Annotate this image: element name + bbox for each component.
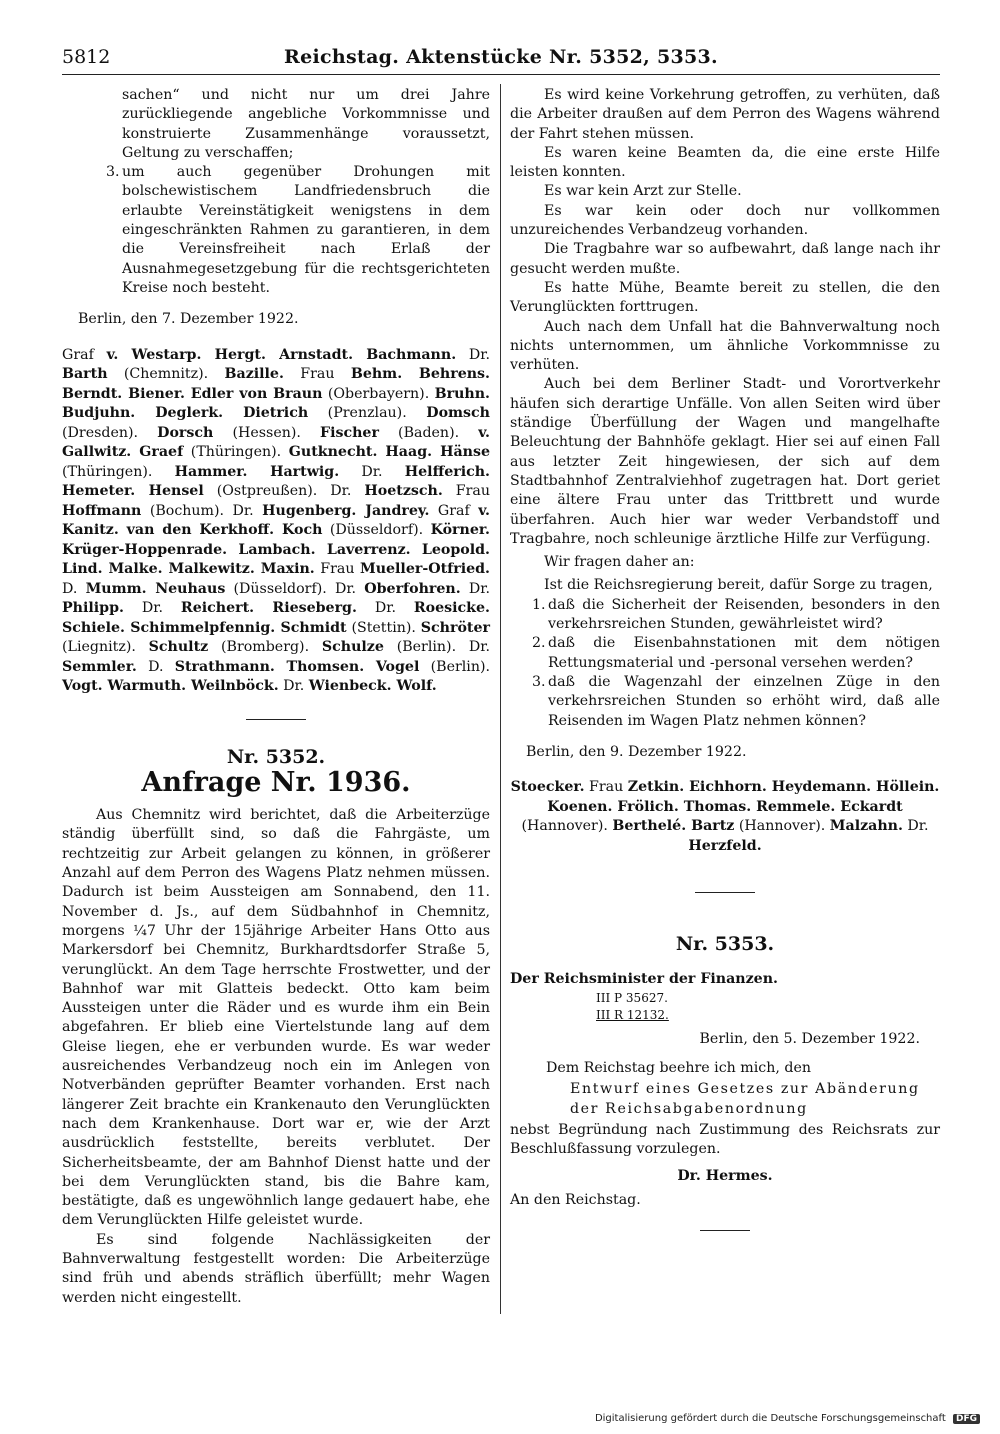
question-1	[510, 596, 940, 635]
finding-4: Es war kein oder doch nur vollkommen unzureichendes Verbandzeug vorhanden.	[510, 202, 940, 239]
signatory-name: Mueller-Otfried.	[360, 561, 490, 578]
sender-line: Der Reichsminister der Finanzen.	[510, 971, 778, 988]
signatory-name: Bruhn. Budjuhn. Deglerk. Dietrich	[62, 385, 490, 422]
dfg-logo: DFG	[953, 1414, 980, 1424]
signatory-note: (Prenzlau).	[308, 405, 427, 422]
submission-text: nebst Begründung nach Zustimmung des Reichsrats zur Beschlußfassung vorzulegen.	[510, 1121, 940, 1158]
inquiry-body-1: Aus Chemnitz wird berichtet, daß die Arbeiterzüge ständig überfüllt sind, so daß die Fahrgäste, um rechtzeitig zur Arbeit gelangen zu können, in größerer Anzahl auf dem Perron des Wagens Platz nehmen müssen. Dadurch ist beim Aussteigen am Sonnabend, den 11. November d. Js., auf dem Südbahnhof in Chemnitz, morgens ¼7 Uhr der 15jährige Arbeiter Hans Otto aus Markersdorf bei Chemnitz, Burkhardtsdorfer Straße 5, verunglückt. An dem Tage herrschte Frostwetter, und der Bahnhof war mit Glatteis bedeckt. Otto kam beim Aussteigen unter die Räder und es wurde ihm ein Bein abgefahren. Er blieb eine Viertelstunde lang auf dem Gleise liegen, ehe er verbunden wurde. Es war weder ausreichendes Verbandzeug noch ein im Anlegen von Notverbänden geprüfter Beamter vorhanden. Erst nach längerer Zeit brachte ein Krankenauto den Verunglückten nach dem Krankenhause. Dort war er, wie der Arzt ausdrücklich feststellte, bereits verblutet. Der Sicherheitsbeamte, der am Bahnhof Dienst hatte und der bei dem Verunglückten stand, bis die Bahre kam, bestätigte, daß es ungewöhnlich lange gedauert habe, ehe dem Verunglückten Hilfe geleistet wurde.	[62, 807, 490, 1229]
end-rule	[700, 1230, 750, 1231]
signatory-note: Graf	[62, 346, 107, 363]
signatory-note: (Oberbayern).	[322, 385, 435, 402]
running-title: Reichstag. Aktenstücke Nr. 5352, 5353.	[284, 46, 718, 68]
dateline-left: Berlin, den 7. Dezember 1922.	[78, 311, 299, 328]
signatory-name: Schultz	[148, 639, 209, 656]
finding-7: Auch nach dem Unfall hat die Bahnverwaltung noch nichts unternommen, um ähnliche Vorkommnisse zu verhüten.	[510, 318, 940, 374]
list-item-3	[62, 163, 490, 298]
question-text: daß die Sicherheit der Reisenden, besonders in den verkehrsreichen Stunden, gewährleistet wird?	[548, 596, 940, 633]
signatory-note: Dr.	[356, 600, 414, 617]
signatory-name: Schröter	[420, 619, 490, 636]
signatory-note: Frau	[584, 779, 628, 796]
signatory-name: Hammer. Hartwig.	[174, 463, 340, 480]
signatory-name: Barth	[62, 366, 108, 383]
signatory-name: Semmler.	[62, 658, 137, 675]
signatory-name: Oberfohren.	[364, 580, 461, 597]
signatory-note: (Bromberg).	[208, 639, 322, 656]
inquiry-title: Anfrage Nr. 1936.	[141, 766, 411, 798]
signatory-note: (Berlin).	[419, 658, 490, 675]
continued-list-item: sachen“ und nicht nur um drei Jahre zurückliegende angebliche Vorkommnisse und konstruierte Zusammenhänge voraussetzt, Geltung zu verschaffen;	[122, 87, 490, 161]
signatory-note: Dr.	[123, 600, 181, 617]
signatory-note: (Hessen).	[213, 424, 321, 441]
signatory-name: Reichert. Rieseberg.	[180, 600, 357, 617]
reference-numbers	[510, 990, 940, 1024]
question-number: 2.	[532, 635, 546, 652]
signatory-name: Fischer	[320, 424, 379, 441]
signatory-note: Frau	[283, 366, 351, 383]
column-divider	[500, 84, 501, 1314]
document-number-5352: Nr. 5352.	[226, 745, 326, 768]
question-intro: Wir fragen daher an:	[544, 554, 695, 571]
signatory-name: Körner. Krüger-Hoppenrade. Lambach. Laverrenz. Leopold. Lind. Malke. Malkewitz. Maxin.	[62, 522, 490, 578]
signature: Dr. Hermes.	[677, 1168, 773, 1185]
signatory-note: (Chemnitz).	[107, 366, 225, 383]
document-number-5353: Nr. 5353.	[675, 933, 775, 956]
greeting: Dem Reichstag beehre ich mich, den	[546, 1059, 812, 1076]
signatory-note: (Thüringen).	[62, 463, 175, 480]
signatory-note: (Dresden).	[62, 424, 158, 441]
signatory-note: (Ostpreußen). Dr.	[203, 483, 365, 500]
list-number: 3.	[106, 164, 120, 181]
reference-1: III P 35627.	[596, 990, 668, 1005]
signatory-note: D.	[62, 580, 86, 597]
signatory-name: Stoecker.	[510, 779, 585, 796]
question-3	[510, 673, 940, 731]
signatory-note: (Thüringen).	[183, 444, 289, 461]
signatory-name: Berthelé. Bartz	[612, 818, 735, 835]
signatory-name: Hoffmann	[62, 502, 142, 519]
signatory-note: (Düsseldorf). Dr.	[225, 580, 365, 597]
signatory-name: Wienbeck. Wolf.	[308, 678, 437, 695]
signatory-note: (Stettin).	[346, 619, 421, 636]
finding-2: Es waren keine Beamten da, die eine erste Hilfe leisten konnten.	[510, 144, 940, 181]
question-lead: Ist die Reichsregierung bereit, dafür Sorge zu tragen,	[544, 577, 933, 594]
question-number: 1.	[532, 596, 546, 613]
signatory-name: Schulze	[321, 639, 384, 656]
reference-2: III R 12132.	[596, 1007, 669, 1022]
finding-6: Es hatte Mühe, Beamte bereit zu stellen, die den Verunglückten forttrugen.	[510, 279, 940, 316]
question-text: daß die Wagenzahl der einzelnen Züge in den verkehrsreichen Stunden so erhöht wird, daß alle Reisenden im Wagen Platz nehmen können?	[548, 673, 940, 729]
question-text: daß die Eisenbahnstationen mit dem nötigen Rettungsmaterial und -personal versehen werden?	[548, 635, 940, 671]
signatory-note: (Düsseldorf).	[322, 522, 431, 539]
footer-text: Digitalisierung gefördert durch die Deutsche Forschungsgemeinschaft	[594, 1413, 946, 1424]
signatory-name: v. Westarp. Hergt. Arnstadt. Bachmann.	[106, 346, 457, 363]
signatory-note: Frau	[442, 483, 491, 500]
addressee: An den Reichstag.	[510, 1191, 641, 1208]
signatory-note: Graf	[429, 502, 479, 519]
finding-3: Es war kein Arzt zur Stelle.	[544, 183, 742, 200]
page-header	[62, 42, 940, 82]
signatory-note: Dr.	[460, 580, 490, 597]
signatory-name: Philipp.	[62, 600, 124, 617]
signatory-note: Frau	[314, 561, 360, 578]
signatory-note: (Hannover).	[521, 818, 613, 835]
finding-1: Es wird keine Vorkehrung getroffen, zu verhüten, daß die Arbeiter draußen auf dem Perron des Wagens während der Fahrt stehen müssen.	[510, 87, 940, 142]
finding-5: Die Tragbahre war so aufbewahrt, daß lange nach ihr gesucht werden mußte.	[510, 241, 940, 277]
signatory-name: Bazille.	[224, 366, 284, 383]
question-number: 3.	[532, 673, 546, 690]
signatory-name: Herzfeld.	[688, 837, 762, 854]
dateline-right: Berlin, den 9. Dezember 1922.	[526, 743, 747, 760]
signatory-name: Domsch	[426, 405, 490, 422]
signatory-name: Dorsch	[157, 424, 214, 441]
header-rule	[62, 74, 940, 75]
signatory-name: Hugenberg. Jandrey.	[262, 502, 430, 519]
signatory-name: Vogt. Warmuth. Weilnböck.	[62, 678, 279, 695]
signatory-name: Hoetzsch.	[364, 483, 443, 500]
bill-title-2: der Reichsabgabenordnung	[570, 1100, 808, 1117]
signatory-note: (Liegnitz).	[62, 639, 149, 656]
signatory-note: (Baden).	[378, 424, 479, 441]
question-2	[510, 634, 940, 673]
dateline-letter: Berlin, den 5. Dezember 1922.	[699, 1030, 920, 1047]
signatory-name: Strathmann. Thomsen. Vogel	[174, 658, 420, 675]
footer-credit	[560, 1413, 980, 1424]
signatory-name: v. Gallwitz. Graef	[62, 424, 490, 461]
signatory-name: Roesicke. Schiele. Schimmelpfennig. Schmidt	[62, 600, 490, 636]
signatory-name: Malzahn.	[829, 818, 903, 835]
signatory-name: Mumm. Neuhaus	[85, 580, 226, 597]
signatory-name: Zetkin. Eichhorn. Heydemann. Höllein. Koenen. Frölich. Thomas. Remmele. Eckardt	[547, 779, 940, 815]
signatory-note: Dr.	[339, 463, 405, 480]
signatory-note: (Berlin). Dr.	[383, 639, 490, 656]
signatories-left	[62, 346, 490, 697]
signatory-name: Gutknecht. Haag. Hänse	[288, 444, 491, 461]
signatory-note: (Bochum). Dr.	[141, 502, 263, 519]
signatories-right	[510, 778, 940, 856]
left-column	[62, 86, 490, 1308]
finding-8: Auch bei dem Berliner Stadt- und Vorortverkehr häufen sich derartige Unfälle. Von allen Seiten wird über ständige Überfüllung der Wagen und mangelhafte Beleuchtung der Bahnhöfe geklagt. Hier sei auf einen Fall aus letzter Zeit hingewiesen, der sich auf dem Stadtbahnhof Zentralviehhof zugetragen hat. Dort geriet eine ältere Frau unter das Trittbrett und wurde überfahren. Auch hier war weder Verbandstoff und Tragbahre, noch schleunige ärztliche Hilfe zur Verfügung.	[510, 376, 940, 547]
signatory-note: Dr.	[456, 346, 491, 363]
signatory-name: Helfferich. Hemeter. Hensel	[62, 463, 490, 500]
signatory-note: D.	[136, 658, 175, 675]
inquiry-body-2: Es sind folgende Nachlässigkeiten der Bahnverwaltung festgestellt worden: Die Arbeiterzüge sind früh und abends sträflich überfüllt; mehr Wagen werden nicht eingestellt.	[62, 1231, 490, 1306]
signatory-note: Dr.	[902, 818, 929, 835]
signatory-name: v. Kanitz. van den Kerkhoff. Koch	[62, 502, 490, 539]
right-column	[510, 86, 940, 1231]
signatory-note: Dr.	[278, 678, 309, 695]
list-text: um auch gegenüber Drohungen mit bolschewistischem Landfriedensbruch die erlaubte Vereinstätigkeit wenigstens in dem eingeschränkten Rahmen zu garantieren, in dem die Vereinsfreiheit nach Erlaß der Ausnahmegesetzgebung für die rechtsgerichteten Kreise noch besteht.	[122, 164, 490, 296]
signatory-name: Behm. Behrens. Berndt. Biener. Edler von Braun	[62, 366, 490, 402]
signatory-note: (Hannover).	[734, 818, 830, 835]
page-number: 5812	[62, 46, 111, 68]
bill-title-1: Entwurf eines Gesetzes zur Abänderung	[570, 1081, 920, 1098]
